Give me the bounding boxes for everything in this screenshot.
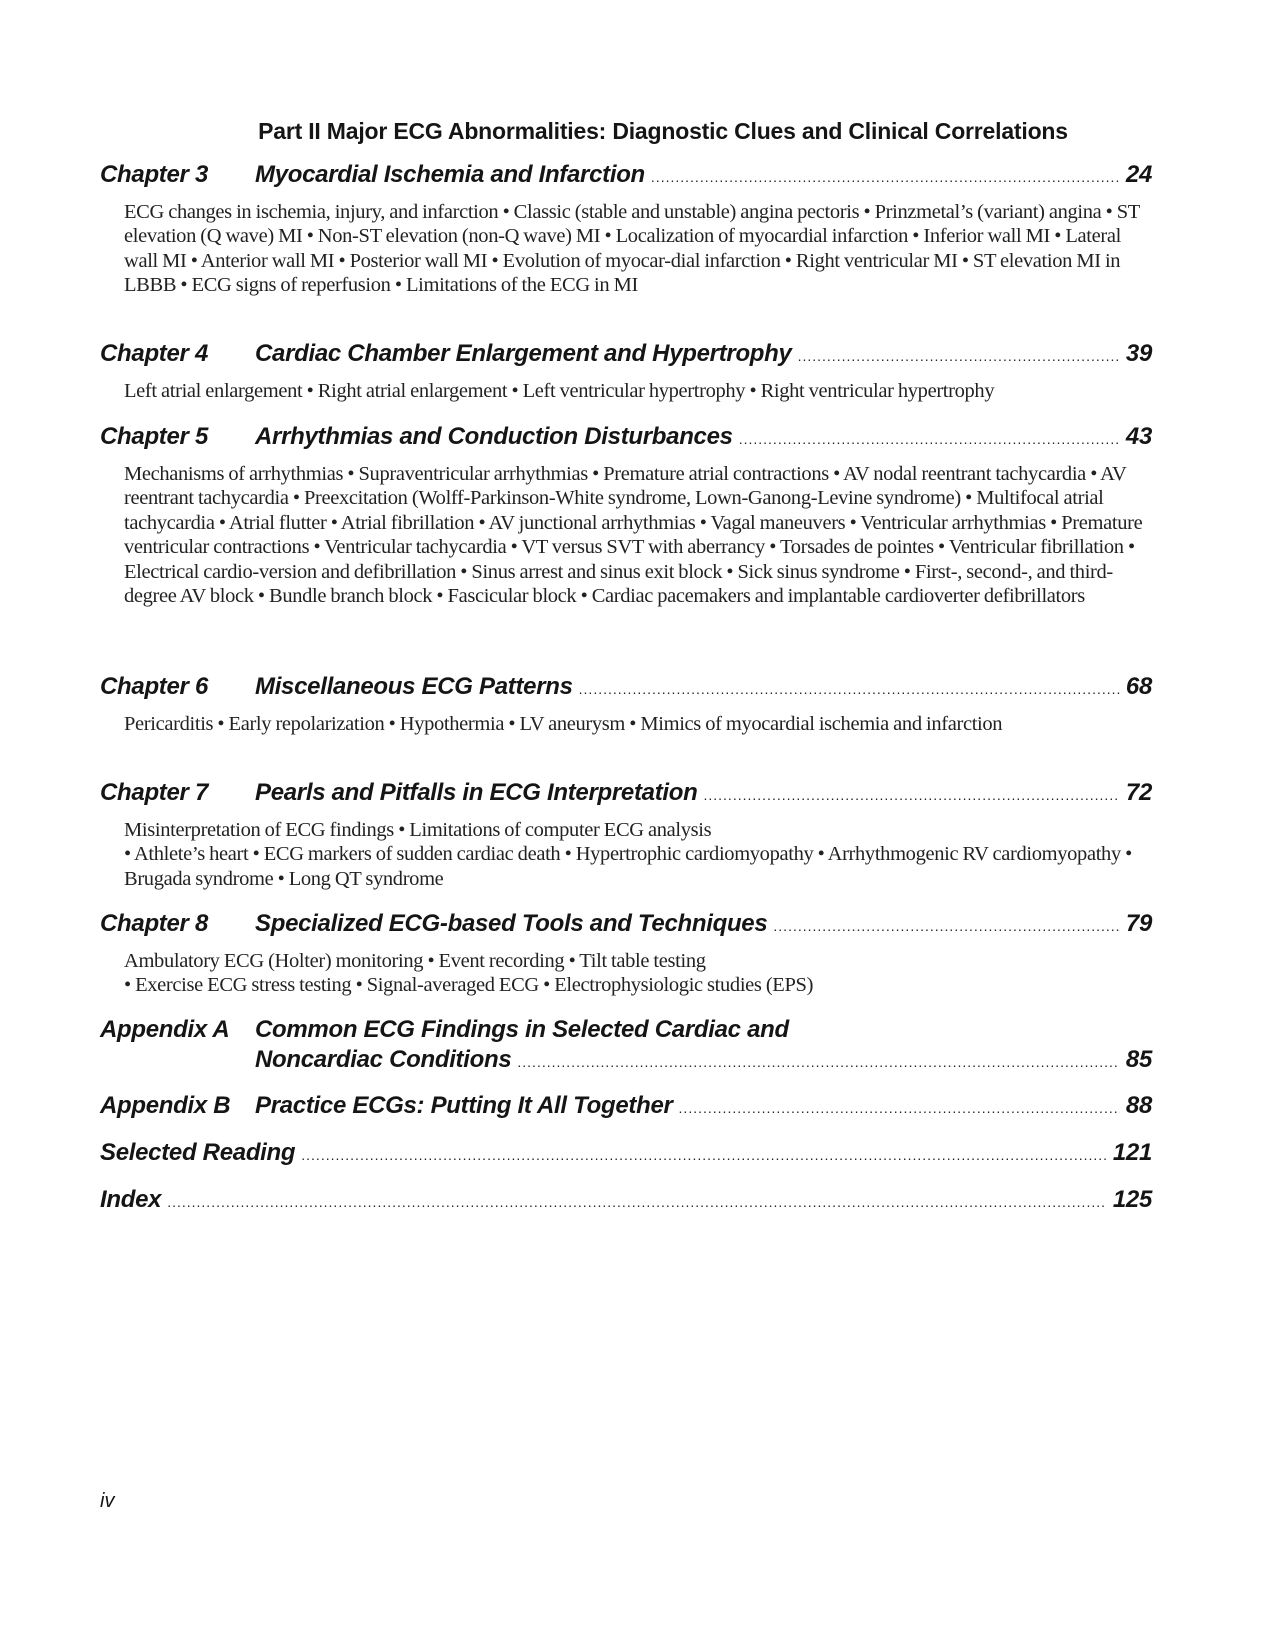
toc-entry-appendix-b: [100, 1091, 1152, 1123]
description-line: • Athlete’s heart • ECG markers of sudden cardiac death • Hypertrophic cardiomyopathy • Arrhythmogenic RV cardiomyopathy • Brugada syndrome • Long QT syndrome: [124, 843, 1132, 890]
toc-heading[interactable]: [100, 422, 1152, 454]
dot-leader: [739, 424, 1120, 454]
chapter-description: Pericarditis • Early repolarization • Hypothermia • LV aneurysm • Mimics of myocardial ischemia and infarction: [124, 713, 1003, 735]
dot-leader: [167, 1187, 1107, 1217]
page-number[interactable]: 79: [1125, 910, 1152, 937]
page-number[interactable]: 39: [1125, 340, 1152, 367]
page-number[interactable]: 88: [1125, 1092, 1152, 1119]
chapter-title[interactable]: Miscellaneous ECG Patterns: [255, 673, 573, 700]
toc-entry-index: [100, 1185, 1152, 1217]
chapter-title[interactable]: Pearls and Pitfalls in ECG Interpretation: [255, 779, 698, 806]
toc-entry-chapter-5: [100, 422, 1152, 608]
chapter-label: Chapter 5: [100, 423, 208, 450]
page-number[interactable]: 24: [1125, 161, 1152, 188]
dot-leader: [703, 780, 1119, 810]
appendix-title-line-2[interactable]: Noncardiac Conditions: [255, 1046, 512, 1073]
chapter-title[interactable]: Specialized ECG-based Tools and Techniques: [255, 910, 768, 937]
chapter-description: Mechanisms of arrhythmias • Supraventricular arrhythmias • Premature atrial contractions • AV nodal reentrant tachycardia • AV reentrant tachycardia • Preexcitation (Wolff-Parkinson-White syndrome, Lown-Ganong-Levine syndrome) • Multifocal atrial tachycardia • Atrial flutter • Atrial fibrillation • AV junctional arrhythmias • Vagal maneuvers • Ventricular arrhythmias • Premature ventricular contractions • Ventricular tachycardia • VT versus SVT with aberrancy • Torsades de pointes • Ventricular fibrillation • Electrical cardio-version and defibrillation • Sinus arrest and sinus exit block • Sick sinus syndrome • First-, second-, and third-degree AV block • Bundle branch block • Fascicular block • Cardiac pacemakers and implantable cardioverter defibrillators: [124, 463, 1143, 608]
toc-entry-chapter-7: [100, 778, 1152, 891]
toc-heading[interactable]: [100, 339, 1152, 371]
chapter-description: [124, 818, 1152, 891]
toc-heading[interactable]: [100, 1138, 1152, 1170]
toc-heading[interactable]: [100, 909, 1152, 941]
toc-entry-chapter-4: [100, 339, 1152, 403]
page-number[interactable]: 72: [1125, 779, 1152, 806]
part-title: Part II Major ECG Abnormalities: Diagnostic Clues and Clinical Correlations: [258, 118, 1068, 144]
chapter-description: [124, 949, 1152, 998]
toc-heading[interactable]: [100, 1091, 1152, 1123]
appendix-title-line-1[interactable]: Common ECG Findings in Selected Cardiac and: [255, 1016, 789, 1043]
section-title[interactable]: Index: [100, 1186, 162, 1213]
page-number[interactable]: 85: [1125, 1046, 1152, 1073]
dot-leader: [301, 1140, 1107, 1170]
toc-entry-chapter-3: [100, 160, 1152, 298]
dot-leader: [579, 674, 1120, 704]
chapter-label: Chapter 4: [100, 340, 208, 367]
chapter-title[interactable]: Myocardial Ischemia and Infarction: [255, 161, 645, 188]
chapter-description: Left atrial enlargement • Right atrial enlargement • Left ventricular hypertrophy • Right ventricular hypertrophy: [124, 380, 995, 402]
page-number[interactable]: 68: [1125, 673, 1152, 700]
chapter-label: Chapter 3: [100, 161, 208, 188]
toc-heading[interactable]: [100, 160, 1152, 192]
toc-heading[interactable]: [100, 672, 1152, 704]
toc-heading[interactable]: [100, 1185, 1152, 1217]
toc-entry-chapter-8: [100, 909, 1152, 998]
dot-leader: [651, 162, 1120, 192]
dot-leader: [773, 911, 1119, 941]
toc-heading[interactable]: [100, 778, 1152, 810]
dot-leader: [679, 1093, 1120, 1123]
appendix-label: Appendix A: [100, 1016, 230, 1043]
toc-entry-selected-reading: [100, 1138, 1152, 1170]
chapter-label: Chapter 8: [100, 910, 208, 937]
description-line: Ambulatory ECG (Holter) monitoring • Event recording • Tilt table testing: [124, 950, 706, 972]
toc-entry-appendix-a: [100, 1015, 1152, 1077]
chapter-title[interactable]: Cardiac Chamber Enlargement and Hypertrophy: [255, 340, 792, 367]
page-number[interactable]: 43: [1125, 423, 1152, 450]
section-title[interactable]: Selected Reading: [100, 1139, 296, 1166]
page-folio: iv: [100, 1490, 115, 1512]
page-number[interactable]: 125: [1112, 1186, 1152, 1213]
dot-leader: [798, 341, 1120, 371]
description-line: Misinterpretation of ECG findings • Limitations of computer ECG analysis: [124, 819, 712, 841]
chapter-title[interactable]: Arrhythmias and Conduction Disturbances: [255, 423, 733, 450]
description-line: • Exercise ECG stress testing • Signal-averaged ECG • Electrophysiologic studies (EPS): [124, 974, 814, 997]
appendix-title[interactable]: Practice ECGs: Putting It All Together: [255, 1092, 673, 1119]
toc-heading[interactable]: [100, 1015, 1152, 1077]
chapter-label: Chapter 7: [100, 779, 208, 806]
appendix-label: Appendix B: [100, 1092, 231, 1119]
toc-entry-chapter-6: [100, 672, 1152, 736]
chapter-label: Chapter 6: [100, 673, 208, 700]
dot-leader: [517, 1047, 1120, 1077]
page-number[interactable]: 121: [1112, 1139, 1152, 1166]
chapter-description: ECG changes in ischemia, injury, and infarction • Classic (stable and unstable) angina pectoris • Prinzmetal’s (variant) angina • ST elevation (Q wave) MI • Non-ST elevation (non-Q wave) MI • Localization of myocardial infarction • Inferior wall MI • Lateral wall MI • Anterior wall MI • Posterior wall MI • Evolution of myocar-dial infarction • Right ventricular MI • ST elevation MI in LBBB • ECG signs of reperfusion • Limitations of the ECG in MI: [124, 201, 1140, 297]
